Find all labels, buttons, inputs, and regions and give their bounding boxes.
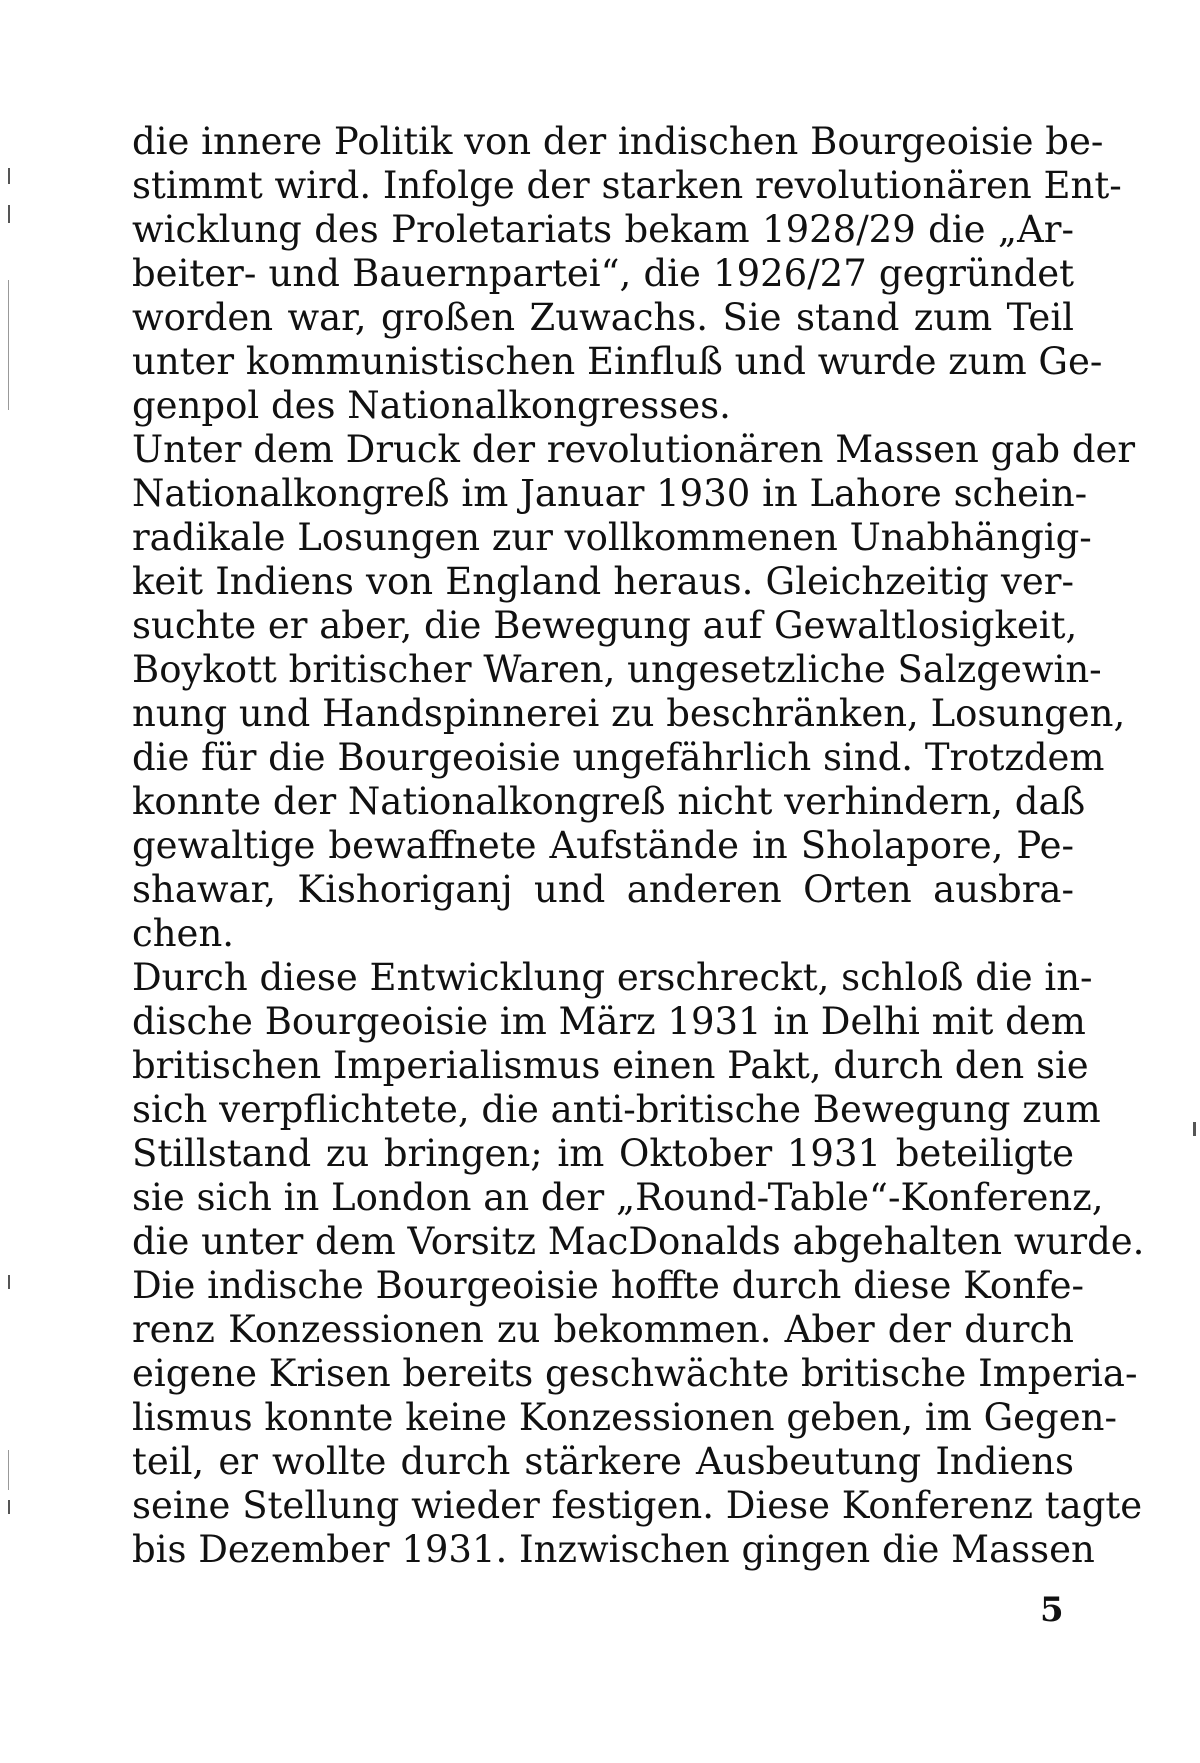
left-margin-mark (8, 168, 10, 184)
text-line: shawar, Kishoriganj und anderen Orten ausbra- (132, 868, 1074, 911)
text-line: dische Bourgeoisie im März 1931 in Delhi mit dem (132, 1000, 1086, 1043)
text-line: beiter- und Bauernpartei“, die 1926/27 gegründet (132, 252, 1074, 295)
text-line: bis Dezember 1931. Inzwischen gingen die Massen (132, 1528, 1095, 1571)
text-line: konnte der Nationalkongreß nicht verhindern, daß (132, 780, 1086, 823)
text-line: die für die Bourgeoisie ungefährlich sind. Trotzdem (132, 736, 1105, 779)
text-line: nung und Handspinnerei zu beschränken, Losungen, (132, 692, 1126, 735)
text-line: worden war, großen Zuwachs. Sie stand zum Teil (132, 296, 1074, 339)
left-margin-mark (8, 1500, 10, 1514)
text-line: stimmt wird. Infolge der starken revolutionären Ent- (132, 164, 1122, 207)
text-line: Stillstand zu bringen; im Oktober 1931 beteiligte (132, 1132, 1074, 1175)
left-margin-mark (8, 280, 9, 410)
paragraph-3 (132, 956, 1145, 1572)
left-margin-mark (8, 1275, 10, 1289)
text-line: radikale Losungen zur vollkommenen Unabhängig- (132, 516, 1092, 559)
text-line: chen. (132, 912, 235, 955)
text-line: teil, er wollte durch stärkere Ausbeutung Indiens (132, 1440, 1074, 1483)
text-line: eigene Krisen bereits geschwächte britische Imperia- (132, 1352, 1138, 1395)
right-margin-mark (1193, 1122, 1196, 1136)
text-line: renz Konzessionen zu bekommen. Aber der durch (132, 1308, 1074, 1351)
text-line: Durch diese Entwicklung erschreckt, schloß die in- (132, 956, 1093, 999)
text-line: keit Indiens von England heraus. Gleichzeitig ver- (132, 560, 1074, 603)
text-line: Nationalkongreß im Januar 1930 in Lahore schein- (132, 472, 1088, 515)
text-line: seine Stellung wieder festigen. Diese Konferenz tagte (132, 1484, 1143, 1527)
text-line: wicklung des Proletariats bekam 1928/29 die „Ar- (132, 208, 1074, 251)
text-line: sich verpflichtete, die anti-britische Bewegung zum (132, 1088, 1101, 1131)
text-line: suchte er aber, die Bewegung auf Gewaltlosigkeit, (132, 604, 1078, 647)
text-line: Unter dem Druck der revolutionären Massen gab der (132, 428, 1136, 471)
left-margin-mark (8, 205, 10, 223)
paragraph-2 (132, 428, 1136, 956)
text-line: Boykott britischer Waren, ungesetzliche Salzgewin- (132, 648, 1102, 691)
page-number: 5 (1040, 1590, 1064, 1630)
text-line: sie sich in London an der „Round-Table“-Konferenz, (132, 1176, 1104, 1219)
body-text (132, 120, 1145, 1572)
text-line: britischen Imperialismus einen Pakt, durch den sie (132, 1044, 1089, 1087)
paragraph-1 (132, 120, 1122, 428)
text-line: lismus konnte keine Konzessionen geben, im Gegen- (132, 1396, 1117, 1439)
text-line: unter kommunistischen Einfluß und wurde zum Ge- (132, 340, 1103, 383)
left-margin-mark (8, 1450, 9, 1490)
text-line: Die indische Bourgeoisie hoffte durch diese Konfe- (132, 1264, 1085, 1307)
text-line: gewaltige bewaffnete Aufstände in Sholapore, Pe- (132, 824, 1074, 867)
text-line: die unter dem Vorsitz MacDonalds abgehalten wurde. (132, 1220, 1145, 1263)
text-line: genpol des Nationalkongresses. (132, 384, 731, 427)
text-line: die innere Politik von der indischen Bourgeoisie be- (132, 120, 1104, 163)
